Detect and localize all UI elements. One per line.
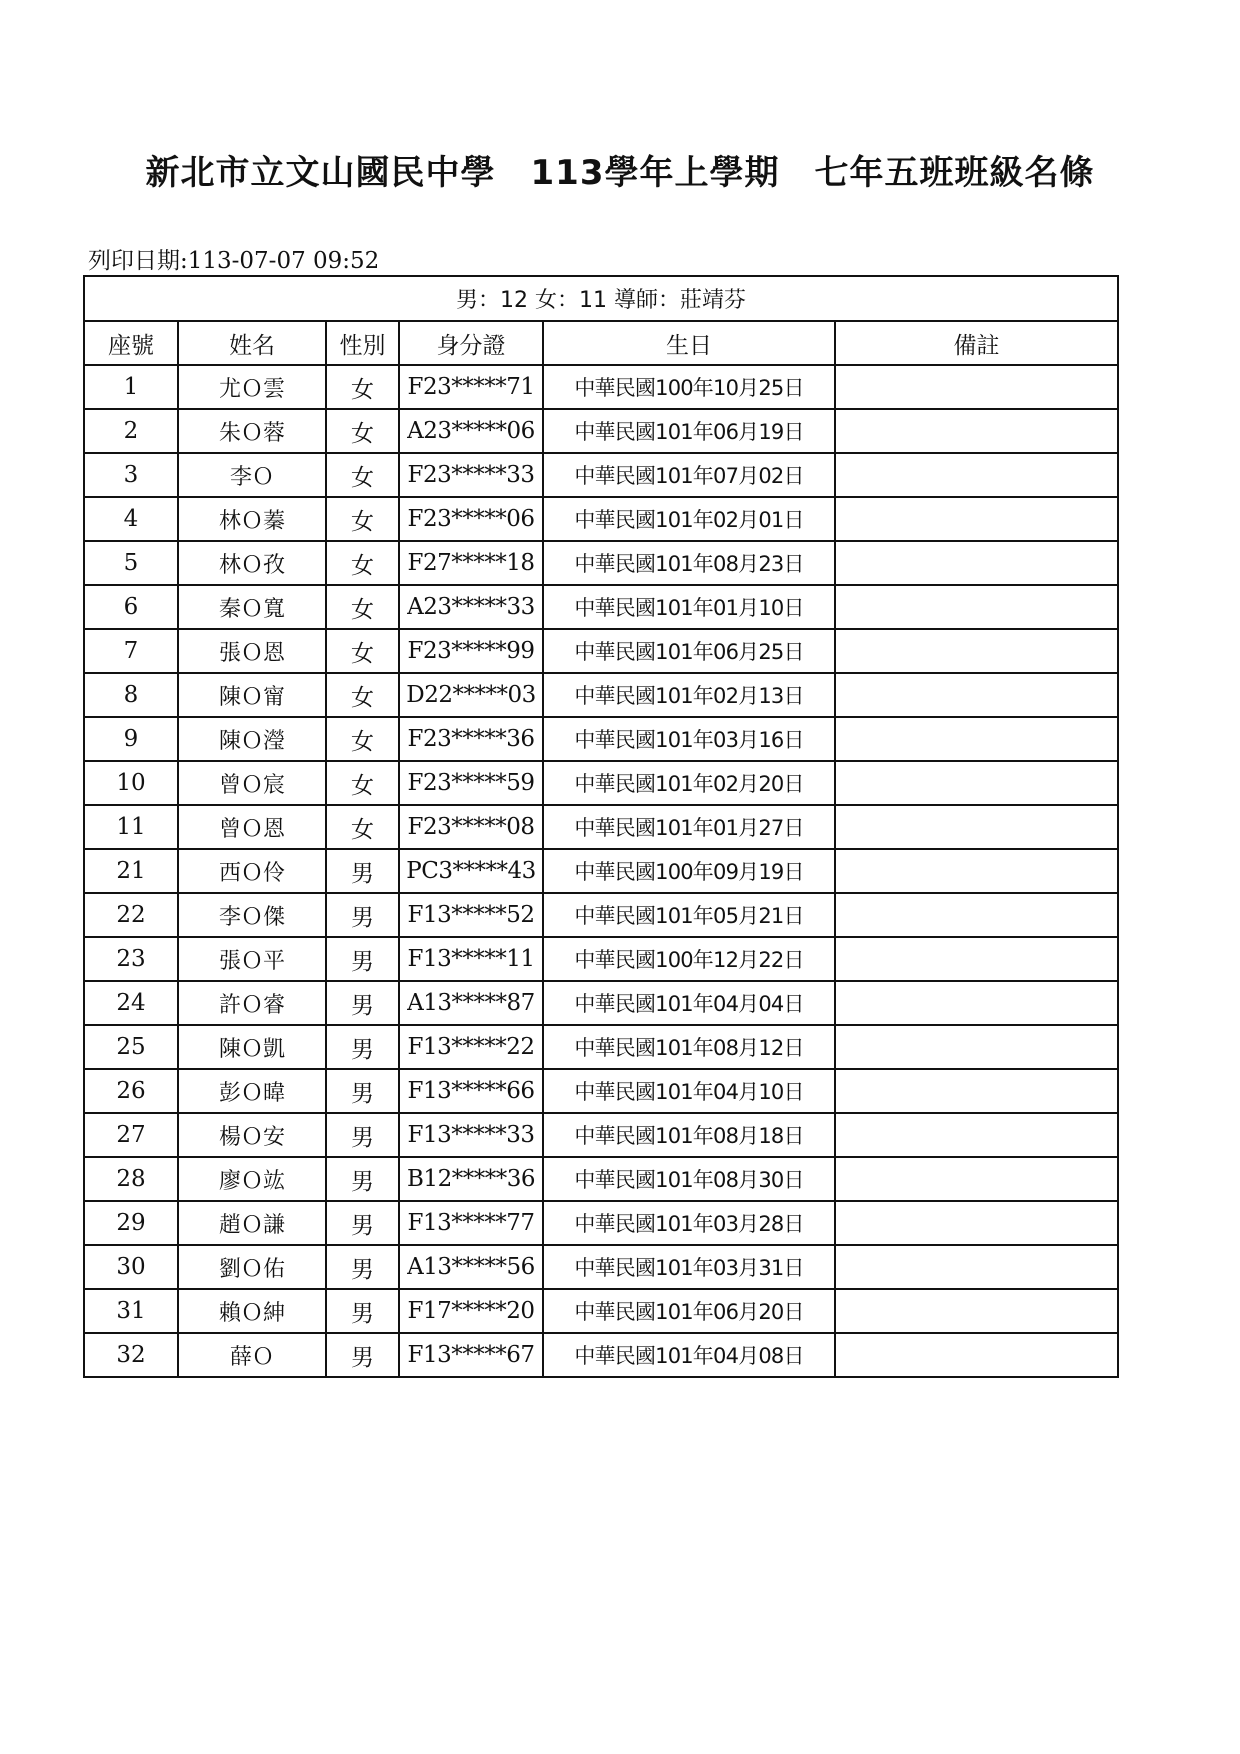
seat-number-cell: 30 (84, 1245, 178, 1289)
table-row (84, 497, 1118, 541)
header-seat-number: 座號 (84, 321, 178, 365)
gender-cell: 男 (326, 849, 399, 893)
gender-cell: 男 (326, 937, 399, 981)
student-name-cell: 陳Ｏ凱 (178, 1025, 326, 1069)
id-number-cell: PC3*****43 (399, 849, 543, 893)
gender-cell: 男 (326, 893, 399, 937)
student-name-cell: 賴Ｏ紳 (178, 1289, 326, 1333)
table-row (84, 981, 1118, 1025)
seat-number-cell: 9 (84, 717, 178, 761)
table-row (84, 1157, 1118, 1201)
remarks-cell (835, 981, 1118, 1025)
table-row (84, 629, 1118, 673)
remarks-cell (835, 1113, 1118, 1157)
remarks-cell (835, 893, 1118, 937)
remarks-cell (835, 1289, 1118, 1333)
student-name-cell: 劉Ｏ佑 (178, 1245, 326, 1289)
id-number-cell: A13*****56 (399, 1245, 543, 1289)
student-name-cell: 尤Ｏ雲 (178, 365, 326, 409)
birthday-cell: 中華民國101年06月25日 (543, 629, 835, 673)
table-row (84, 893, 1118, 937)
table-row (84, 1113, 1118, 1157)
gender-cell: 男 (326, 1025, 399, 1069)
table-row (84, 1289, 1118, 1333)
gender-cell: 男 (326, 1157, 399, 1201)
seat-number-cell: 8 (84, 673, 178, 717)
table-row (84, 1025, 1118, 1069)
birthday-cell: 中華民國100年09月19日 (543, 849, 835, 893)
class-roster-table (83, 275, 1119, 1378)
table-row (84, 1245, 1118, 1289)
remarks-cell (835, 365, 1118, 409)
birthday-cell: 中華民國101年08月30日 (543, 1157, 835, 1201)
id-number-cell: F13*****22 (399, 1025, 543, 1069)
student-name-cell: 西Ｏ伶 (178, 849, 326, 893)
student-name-cell: 秦Ｏ寬 (178, 585, 326, 629)
remarks-cell (835, 629, 1118, 673)
gender-cell: 男 (326, 1245, 399, 1289)
birthday-cell: 中華民國101年01月10日 (543, 585, 835, 629)
id-number-cell: B12*****36 (399, 1157, 543, 1201)
roster-body (84, 365, 1118, 1377)
gender-cell: 男 (326, 981, 399, 1025)
birthday-cell: 中華民國101年04月08日 (543, 1333, 835, 1377)
summary-row (84, 276, 1118, 321)
gender-cell: 女 (326, 629, 399, 673)
birthday-cell: 中華民國101年04月10日 (543, 1069, 835, 1113)
id-number-cell: F23*****99 (399, 629, 543, 673)
remarks-cell (835, 1201, 1118, 1245)
seat-number-cell: 29 (84, 1201, 178, 1245)
id-number-cell: F13*****52 (399, 893, 543, 937)
seat-number-cell: 6 (84, 585, 178, 629)
remarks-cell (835, 453, 1118, 497)
table-row (84, 1333, 1118, 1377)
birthday-cell: 中華民國101年01月27日 (543, 805, 835, 849)
document-title: 新北市立文山國民中學 113學年上學期 七年五班班級名條 (145, 153, 1095, 193)
print-date: 列印日期:113-07-07 09:52 (88, 248, 380, 274)
class-summary: 男：12 女：11 導師：莊靖芬 (84, 276, 1118, 321)
birthday-cell: 中華民國101年02月13日 (543, 673, 835, 717)
gender-cell: 女 (326, 409, 399, 453)
id-number-cell: F13*****77 (399, 1201, 543, 1245)
gender-cell: 男 (326, 1333, 399, 1377)
student-name-cell: 張Ｏ恩 (178, 629, 326, 673)
table-row (84, 1069, 1118, 1113)
id-number-cell: F23*****36 (399, 717, 543, 761)
id-number-cell: F13*****11 (399, 937, 543, 981)
remarks-cell (835, 497, 1118, 541)
remarks-cell (835, 717, 1118, 761)
gender-cell: 女 (326, 497, 399, 541)
id-number-cell: F23*****71 (399, 365, 543, 409)
student-name-cell: 李Ｏ傑 (178, 893, 326, 937)
gender-cell: 男 (326, 1289, 399, 1333)
gender-cell: 男 (326, 1113, 399, 1157)
id-number-cell: F13*****66 (399, 1069, 543, 1113)
id-number-cell: A23*****06 (399, 409, 543, 453)
student-name-cell: 李Ｏ (178, 453, 326, 497)
birthday-cell: 中華民國101年08月23日 (543, 541, 835, 585)
student-name-cell: 朱Ｏ蓉 (178, 409, 326, 453)
student-name-cell: 陳Ｏ甯 (178, 673, 326, 717)
student-name-cell: 薛Ｏ (178, 1333, 326, 1377)
student-name-cell: 陳Ｏ瀅 (178, 717, 326, 761)
gender-cell: 男 (326, 1201, 399, 1245)
header-gender: 性別 (326, 321, 399, 365)
gender-cell: 女 (326, 585, 399, 629)
table-row (84, 805, 1118, 849)
seat-number-cell: 1 (84, 365, 178, 409)
gender-cell: 男 (326, 1069, 399, 1113)
header-birthday: 生日 (543, 321, 835, 365)
student-name-cell: 林Ｏ蓁 (178, 497, 326, 541)
id-number-cell: F23*****59 (399, 761, 543, 805)
table-row (84, 585, 1118, 629)
id-number-cell: F23*****08 (399, 805, 543, 849)
table-row (84, 365, 1118, 409)
table-row (84, 717, 1118, 761)
remarks-cell (835, 409, 1118, 453)
seat-number-cell: 10 (84, 761, 178, 805)
remarks-cell (835, 805, 1118, 849)
remarks-cell (835, 1333, 1118, 1377)
student-name-cell: 曾Ｏ恩 (178, 805, 326, 849)
remarks-cell (835, 1245, 1118, 1289)
gender-cell: 女 (326, 761, 399, 805)
seat-number-cell: 26 (84, 1069, 178, 1113)
birthday-cell: 中華民國101年08月18日 (543, 1113, 835, 1157)
remarks-cell (835, 585, 1118, 629)
remarks-cell (835, 1069, 1118, 1113)
seat-number-cell: 4 (84, 497, 178, 541)
seat-number-cell: 28 (84, 1157, 178, 1201)
remarks-cell (835, 849, 1118, 893)
student-name-cell: 趙Ｏ謙 (178, 1201, 326, 1245)
id-number-cell: A23*****33 (399, 585, 543, 629)
id-number-cell: F17*****20 (399, 1289, 543, 1333)
birthday-cell: 中華民國101年04月04日 (543, 981, 835, 1025)
birthday-cell: 中華民國101年03月31日 (543, 1245, 835, 1289)
table-row (84, 937, 1118, 981)
seat-number-cell: 32 (84, 1333, 178, 1377)
birthday-cell: 中華民國101年06月19日 (543, 409, 835, 453)
student-name-cell: 許Ｏ睿 (178, 981, 326, 1025)
seat-number-cell: 22 (84, 893, 178, 937)
table-row (84, 849, 1118, 893)
birthday-cell: 中華民國101年03月28日 (543, 1201, 835, 1245)
table-row (84, 761, 1118, 805)
student-name-cell: 曾Ｏ宸 (178, 761, 326, 805)
id-number-cell: A13*****87 (399, 981, 543, 1025)
birthday-cell: 中華民國101年02月01日 (543, 497, 835, 541)
gender-cell: 女 (326, 717, 399, 761)
student-name-cell: 楊Ｏ安 (178, 1113, 326, 1157)
table-row (84, 1201, 1118, 1245)
seat-number-cell: 2 (84, 409, 178, 453)
table-row (84, 541, 1118, 585)
birthday-cell: 中華民國101年07月02日 (543, 453, 835, 497)
remarks-cell (835, 1025, 1118, 1069)
header-row (84, 321, 1118, 365)
birthday-cell: 中華民國100年12月22日 (543, 937, 835, 981)
id-number-cell: F13*****67 (399, 1333, 543, 1377)
birthday-cell: 中華民國100年10月25日 (543, 365, 835, 409)
remarks-cell (835, 761, 1118, 805)
remarks-cell (835, 541, 1118, 585)
birthday-cell: 中華民國101年08月12日 (543, 1025, 835, 1069)
birthday-cell: 中華民國101年03月16日 (543, 717, 835, 761)
table-row (84, 409, 1118, 453)
seat-number-cell: 5 (84, 541, 178, 585)
remarks-cell (835, 673, 1118, 717)
gender-cell: 女 (326, 673, 399, 717)
remarks-cell (835, 937, 1118, 981)
gender-cell: 女 (326, 805, 399, 849)
header-remarks: 備註 (835, 321, 1118, 365)
birthday-cell: 中華民國101年02月20日 (543, 761, 835, 805)
gender-cell: 女 (326, 541, 399, 585)
seat-number-cell: 27 (84, 1113, 178, 1157)
student-name-cell: 廖Ｏ竑 (178, 1157, 326, 1201)
birthday-cell: 中華民國101年06月20日 (543, 1289, 835, 1333)
gender-cell: 女 (326, 365, 399, 409)
seat-number-cell: 24 (84, 981, 178, 1025)
id-number-cell: F13*****33 (399, 1113, 543, 1157)
id-number-cell: F27*****18 (399, 541, 543, 585)
header-id-number: 身分證 (399, 321, 543, 365)
gender-cell: 女 (326, 453, 399, 497)
seat-number-cell: 11 (84, 805, 178, 849)
student-name-cell: 彭Ｏ暐 (178, 1069, 326, 1113)
seat-number-cell: 31 (84, 1289, 178, 1333)
id-number-cell: D22*****03 (399, 673, 543, 717)
student-name-cell: 林Ｏ孜 (178, 541, 326, 585)
seat-number-cell: 3 (84, 453, 178, 497)
seat-number-cell: 7 (84, 629, 178, 673)
table-row (84, 673, 1118, 717)
id-number-cell: F23*****33 (399, 453, 543, 497)
remarks-cell (835, 1157, 1118, 1201)
seat-number-cell: 25 (84, 1025, 178, 1069)
student-name-cell: 張Ｏ平 (178, 937, 326, 981)
seat-number-cell: 23 (84, 937, 178, 981)
table-row (84, 453, 1118, 497)
header-name: 姓名 (178, 321, 326, 365)
id-number-cell: F23*****06 (399, 497, 543, 541)
birthday-cell: 中華民國101年05月21日 (543, 893, 835, 937)
seat-number-cell: 21 (84, 849, 178, 893)
